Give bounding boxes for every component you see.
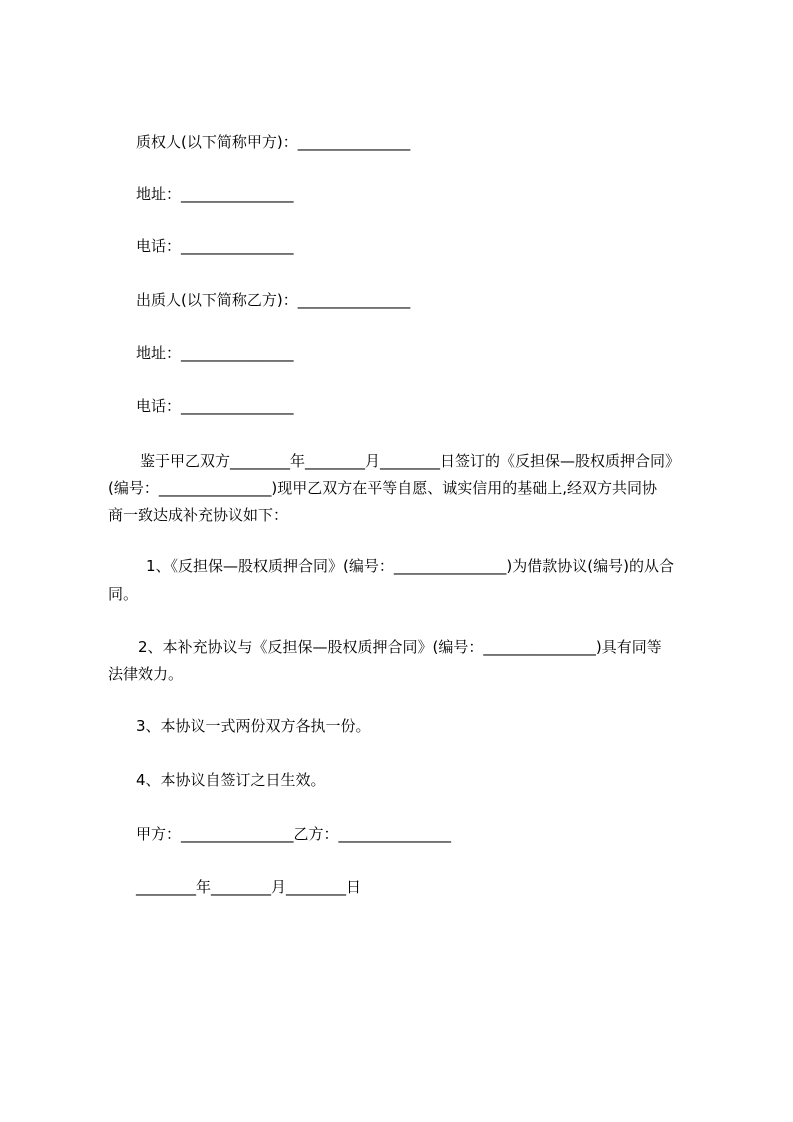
signature-line: 甲方：_______________乙方：_______________	[136, 825, 452, 843]
clause-3: 3、本协议一式两份双方各执一份。	[136, 717, 371, 735]
pledgee-address-line: 地址：_______________	[136, 185, 294, 203]
pledgee-phone-line: 电话：_______________	[136, 237, 294, 255]
date-line: ________年________月________日	[136, 878, 362, 896]
preamble-line-3: 商一致达成补充协议如下：	[108, 506, 289, 524]
pledgor-line: 出质人(以下简称乙方)：_______________	[136, 291, 411, 309]
clause-1-line-2: 同。	[108, 585, 139, 603]
pledgee-line: 质权人(以下简称甲方)：_______________	[136, 133, 411, 151]
clause-1-line-1: 1、《反担保—股权质押合同》(编号：_______________)为借款协议(编号)的从合	[146, 557, 674, 575]
clause-2-line-2: 法律效力。	[108, 665, 184, 683]
pledgor-phone-line: 电话：_______________	[136, 397, 294, 415]
preamble-line-1: 鉴于甲乙双方________年________月________日签订的《反担保—股权质押合同》	[140, 452, 681, 470]
pledgor-address-line: 地址：_______________	[136, 344, 294, 362]
clause-4: 4、本协议自签订之日生效。	[136, 771, 326, 789]
clause-2-line-1: 2、本补充协议与《反担保—股权质押合同》(编号：_______________)具有同等	[138, 638, 662, 656]
preamble-line-2: (编号：_______________)现甲乙双方在平等自愿、诚实信用的基础上,经双方共同协	[108, 479, 657, 497]
